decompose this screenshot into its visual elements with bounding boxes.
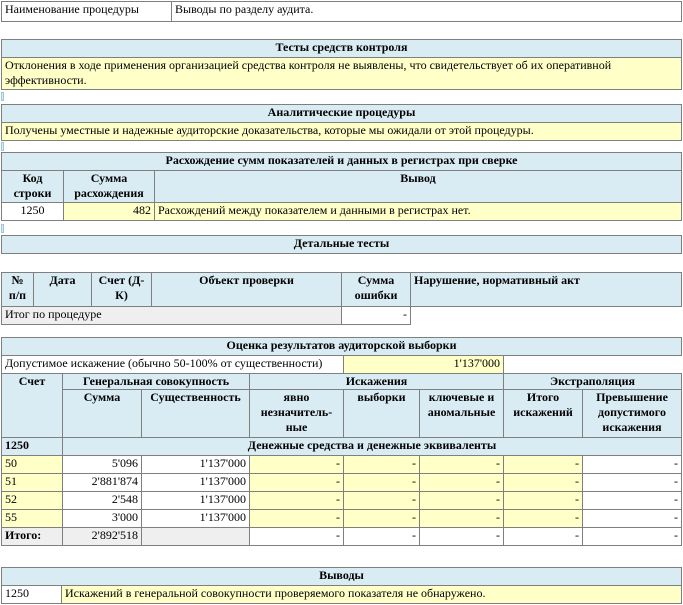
controls-text[interactable]: Отклонения в ходе применения организацией средства контроля не выявлены, что свидетельствует об их оперативной эффективности. — [2, 58, 682, 90]
row-materiality: 1'137'000 — [142, 492, 250, 510]
section-code: 1250 — [2, 438, 63, 456]
procedure-value[interactable]: Выводы по разделу аудита. — [172, 2, 682, 22]
group-header-extrapolation: Экстраполяция — [504, 374, 682, 390]
sample-block — [1, 337, 682, 546]
col-header-violation: Нарушение, нормативный акт — [411, 273, 682, 307]
detail-total-value: - — [342, 307, 411, 325]
col-header-date: Дата — [34, 273, 92, 307]
row-sample[interactable]: - — [344, 474, 420, 492]
row-total-misstatements[interactable]: - — [504, 492, 583, 510]
row-sample[interactable]: - — [344, 456, 420, 474]
total-materiality — [142, 528, 250, 546]
col-header-total-misstatements: Итого искажений — [504, 390, 583, 438]
row-excess: - — [583, 474, 682, 492]
col-header-error-sum: Сумма ошибки — [342, 273, 411, 307]
total-total-misstatements: - — [504, 528, 583, 546]
row-total-misstatements[interactable]: - — [504, 510, 583, 528]
conclusions-text[interactable]: Искажений в генеральной совокупности проверяемого показателя не обнаружено. — [62, 586, 682, 604]
procedure-label: Наименование процедуры — [2, 2, 172, 22]
row-marker — [1, 92, 4, 101]
total-excess: - — [583, 528, 682, 546]
analytic-text[interactable]: Получены уместные и надежные аудиторские доказательства, которые мы ожидали от этой процедуры. — [2, 123, 682, 141]
section-name: Денежные средства и денежные эквиваленты — [63, 438, 682, 456]
detail-title-block — [1, 235, 682, 254]
col-header-conclusion: Вывод — [155, 171, 682, 203]
row-insignificant[interactable]: - — [250, 510, 344, 528]
table-row — [2, 456, 682, 474]
discrepancy-conclusion[interactable]: Расхождений между показателем и данными в регистрах нет. — [155, 203, 682, 221]
analytic-title: Аналитические процедуры — [2, 105, 682, 123]
total-insignificant: - — [250, 528, 344, 546]
row-sum: 3'000 — [63, 510, 142, 528]
detail-table — [1, 272, 682, 325]
total-sample: - — [344, 528, 420, 546]
col-header-materiality: Существенность — [142, 390, 250, 438]
table-row — [2, 510, 682, 528]
detail-total-label: Итог по процедуре — [2, 307, 342, 325]
row-materiality: 1'137'000 — [142, 510, 250, 528]
col-header-number: № п/п — [2, 273, 34, 307]
conclusions-block — [1, 567, 682, 604]
procedure-block — [1, 1, 682, 22]
total-row — [2, 528, 682, 546]
row-sample[interactable]: - — [344, 510, 420, 528]
col-header-sum: Сумма — [63, 390, 142, 438]
col-header-sample: выборки — [344, 390, 420, 438]
tolerable-label: Допустимое искажение (обычно 50-100% от существенности) — [2, 356, 344, 374]
col-header-insignificant: явно незначитель-ные — [250, 390, 344, 438]
row-marker — [1, 224, 4, 233]
row-excess: - — [583, 510, 682, 528]
row-materiality: 1'137'000 — [142, 474, 250, 492]
conclusions-title: Выводы — [2, 568, 682, 586]
row-key-anomalous[interactable]: - — [420, 456, 504, 474]
row-total-misstatements[interactable]: - — [504, 474, 583, 492]
total-label: Итого: — [2, 528, 63, 546]
controls-title: Тесты средств контроля — [2, 40, 682, 58]
table-row — [2, 492, 682, 510]
row-sum: 2'881'874 — [63, 474, 142, 492]
row-key-anomalous[interactable]: - — [420, 510, 504, 528]
conclusions-code: 1250 — [2, 586, 62, 604]
row-key-anomalous[interactable]: - — [420, 474, 504, 492]
col-header-key-anomalous: ключевые и аномальные — [420, 390, 504, 438]
group-header-population: Генеральная совокупность — [63, 374, 250, 390]
col-header-amount: Сумма расхождения — [64, 171, 155, 203]
col-header-code: Код строки — [2, 171, 64, 203]
row-insignificant[interactable]: - — [250, 474, 344, 492]
group-header-misstatements: Искажения — [250, 374, 504, 390]
row-account: 52 — [2, 492, 63, 510]
discrepancy-amount[interactable]: 482 — [64, 203, 155, 221]
table-row — [2, 474, 682, 492]
row-sum: 2'548 — [63, 492, 142, 510]
discrepancy-title: Расхождение сумм показателей и данных в регистрах при сверке — [2, 153, 682, 171]
row-sample[interactable]: - — [344, 492, 420, 510]
discrepancy-block — [1, 152, 682, 221]
analytic-block — [1, 104, 682, 141]
row-excess: - — [583, 492, 682, 510]
row-account: 55 — [2, 510, 63, 528]
row-total-misstatements[interactable]: - — [504, 456, 583, 474]
col-header-excess: Превышение допустимого искажения — [583, 390, 682, 438]
row-insignificant[interactable]: - — [250, 456, 344, 474]
row-marker — [1, 142, 4, 151]
total-sum: 2'892'518 — [63, 528, 142, 546]
row-account: 50 — [2, 456, 63, 474]
controls-block — [1, 39, 682, 90]
row-insignificant[interactable]: - — [250, 492, 344, 510]
total-key-anomalous: - — [420, 528, 504, 546]
discrepancy-code: 1250 — [2, 203, 64, 221]
tolerable-value[interactable]: 1'137'000 — [344, 356, 504, 374]
sample-title: Оценка результатов аудиторской выборки — [2, 338, 682, 356]
row-excess: - — [583, 456, 682, 474]
col-header-account: Счет — [2, 374, 63, 438]
row-sum: 5'096 — [63, 456, 142, 474]
row-key-anomalous[interactable]: - — [420, 492, 504, 510]
col-header-account: Счет (Д-К) — [92, 273, 152, 307]
detail-title: Детальные тесты — [2, 236, 682, 254]
row-materiality: 1'137'000 — [142, 456, 250, 474]
row-account: 51 — [2, 474, 63, 492]
col-header-object: Объект проверки — [152, 273, 342, 307]
